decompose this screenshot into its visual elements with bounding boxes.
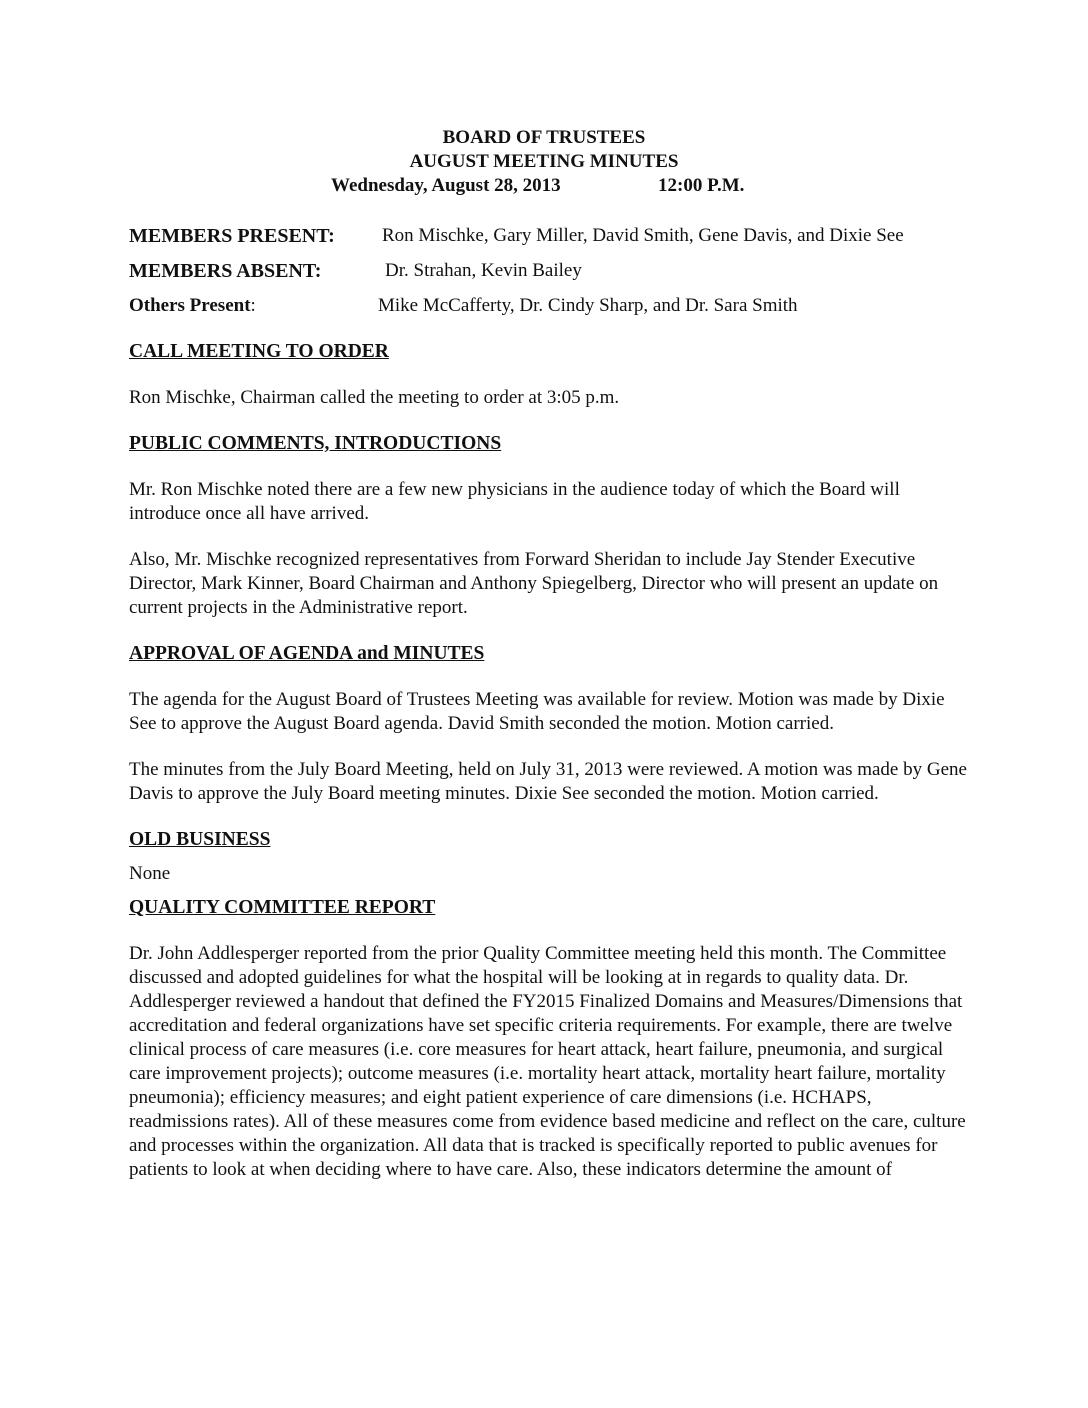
meeting-date: Wednesday, August 28, 2013: [331, 175, 561, 196]
others-present-label-text: Others Present: [129, 295, 251, 316]
members-absent-row: [129, 259, 1029, 294]
others-present-colon: :: [250, 295, 256, 316]
members-absent-value: Dr. Strahan, Kevin Bailey: [385, 260, 582, 281]
document-subtitle: AUGUST MEETING MINUTES: [409, 151, 679, 172]
old-business-text: None: [129, 863, 171, 884]
members-present-label: MEMBERS PRESENT:: [129, 225, 335, 247]
members-present-row: [129, 224, 1029, 259]
approval-paragraph-1: The agenda for the August Board of Trustees Meeting was available for review. Motion was made by Dixie See to approve the August Board agenda. David Smith seconded the motion. Motion carried.: [129, 689, 945, 734]
heading-old-business: OLD BUSINESS: [129, 829, 271, 850]
members-present-value: Ron Mischke, Gary Miller, David Smith, Gene Davis, and Dixie See: [382, 225, 904, 246]
document-header: [0, 126, 1088, 198]
minutes-body: [129, 340, 974, 1182]
document-title: BOARD OF TRUSTEES: [442, 127, 646, 148]
heading-call-to-order: CALL MEETING TO ORDER: [129, 341, 389, 362]
heading-public-comments: PUBLIC COMMENTS, INTRODUCTIONS: [129, 433, 502, 454]
heading-quality-committee: QUALITY COMMITTEE REPORT: [129, 897, 436, 918]
quality-committee-paragraph: Dr. John Addlesperger reported from the prior Quality Committee meeting held this month. The Committee discussed and adopted guidelines for what the hospital will be looking at in regards to quality data. Dr. Addlesperger reviewed a handout that defined the FY2015 Finalized Domains and Measures/Dimensions that accreditation and federal organizations have set specific criteria requirements. For example, there are twelve clinical process of care measures (i.e. core measures for heart attack, heart failure, pneumonia, and surgical care improvement projects); outcome measures (i.e. mortality heart attack, mortality heart failure, mortality pneumonia); efficiency measures; and eight patient experience of care dimensions (i.e. HCHAPS, readmissions rates). All of these measures come from evidence based medicine and reflect on the care, culture and processes within the organization. All data that is tracked is specifically reported to public avenues for patients to look at when deciding where to have care. Also, these indicators determine the amount of: [129, 943, 966, 1180]
public-comments-paragraph-2: Also, Mr. Mischke recognized representatives from Forward Sheridan to include Jay Stender Executive Director, Mark Kinner, Board Chairman and Anthony Spiegelberg, Director who will present an update on current projects in the Administrative report.: [129, 549, 939, 618]
call-to-order-text: Ron Mischke, Chairman called the meeting to order at 3:05 p.m.: [129, 387, 620, 408]
meeting-datetime: [0, 174, 1088, 198]
others-present-row: [129, 294, 1029, 329]
others-present-value: Mike McCafferty, Dr. Cindy Sharp, and Dr. Sara Smith: [378, 295, 798, 316]
members-absent-label: MEMBERS ABSENT:: [129, 260, 322, 282]
attendance-block: [129, 224, 1029, 329]
meeting-time: 12:00 P.M.: [658, 175, 745, 196]
public-comments-paragraph-1: Mr. Ron Mischke noted there are a few new physicians in the audience today of which the Board will introduce once all have arrived.: [129, 479, 900, 524]
others-present-label: [129, 294, 256, 318]
heading-approval: APPROVAL OF AGENDA and MINUTES: [129, 643, 485, 664]
approval-paragraph-2: The minutes from the July Board Meeting, held on July 31, 2013 were reviewed. A motion was made by Gene Davis to approve the July Board meeting minutes. Dixie See seconded the motion. Motion carried.: [129, 759, 967, 804]
